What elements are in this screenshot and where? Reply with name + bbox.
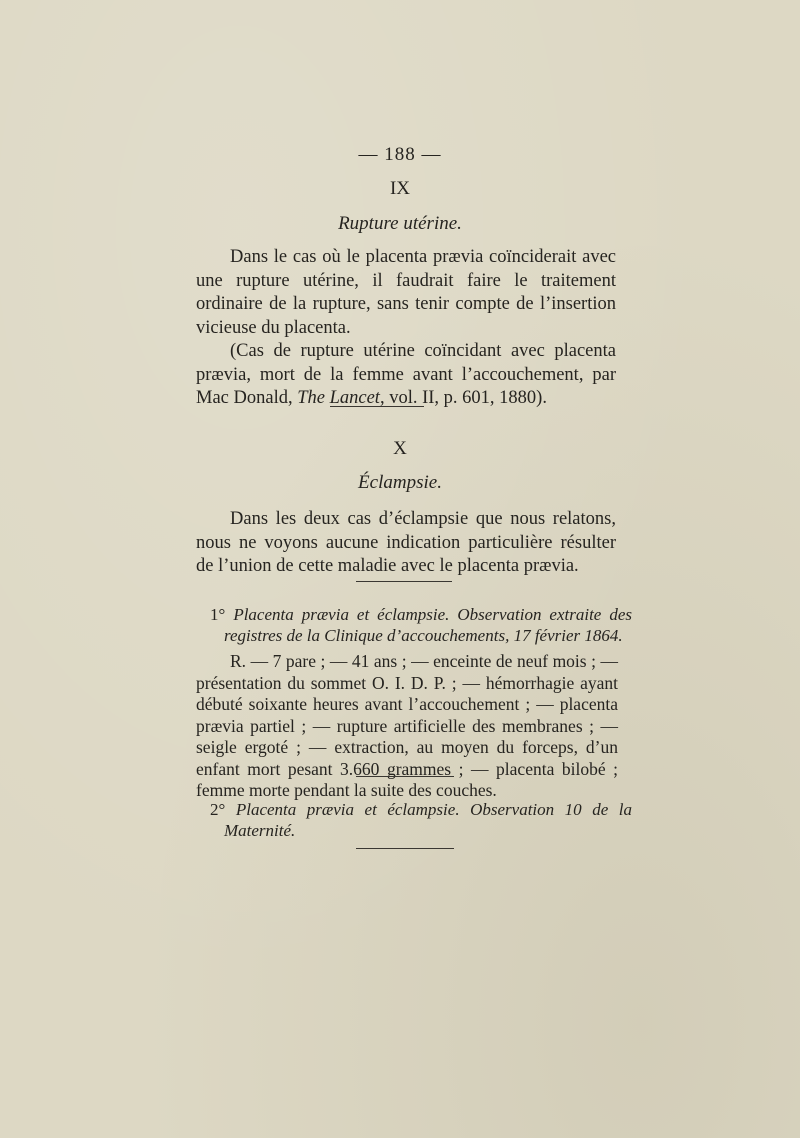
case-text-before: (Cas de rupture utérine coïncidant avec placenta prævia, mort de la femme avant l’accouchement, par Mac Donald, — [196, 341, 616, 408]
observation-number: 2° — [210, 800, 226, 819]
section-numeral-ix: IX — [389, 178, 411, 199]
section-title-rupture: Rupture utérine. — [338, 213, 462, 234]
observation-date: 17 février 1864 — [513, 626, 619, 645]
observation-number: 1° — [210, 605, 226, 624]
section-divider — [356, 581, 452, 582]
section-divider — [330, 406, 424, 407]
paragraph-rupture-case — [196, 340, 616, 411]
section-title-eclampsie: Éclampsie. — [358, 472, 442, 493]
page-number: — 188 — — [358, 144, 442, 165]
journal-title: The Lancet — [297, 388, 380, 408]
case-text-after: , vol. II, p. 601, 1880). — [379, 388, 547, 408]
paragraph-eclampsie: Dans les deux cas d’éclampsie que nous relatons, nous ne voyons aucune indication particulière résulter de l’union de cette maladie avec le placenta prævia. — [196, 509, 616, 576]
observation-heading-end: . — [618, 626, 623, 645]
observation-heading-2 — [210, 799, 632, 841]
section-divider — [356, 776, 454, 777]
observation-heading-text: Placenta prævia et éclampsie. Observation 10 de la Maternité. — [224, 800, 633, 840]
section-divider — [356, 848, 454, 849]
observation-heading-1 — [210, 604, 632, 646]
paragraph-rupture-treatment: Dans le cas où le placenta prævia coïnciderait avec une rupture utérine, il faudrait faire le traitement ordinaire de la rupture, sans tenir compte de l’insertion vicieuse du placenta. — [196, 247, 616, 338]
section-numeral-x: X — [393, 438, 407, 459]
observation-body-1: R. — 7 pare ; — 41 ans ; — enceinte de neuf mois ; — présentation du sommet O. I. D. P. ; — hémorrhagie ayant débuté soixante heures avant l’accouchement ; — placenta prævia partiel ; — rupture artificielle des membranes ; — seigle ergoté ; — extraction, au moyen du forceps, d’un enfant mort pesant 3.660 grammes ; — placenta bilobé ; femme morte pendant la suite des couches. — [196, 651, 618, 800]
observation-heading-text: Placenta prævia et éclampsie. Observation extraite des registres de la Clinique d’accouchements, — [224, 605, 632, 645]
